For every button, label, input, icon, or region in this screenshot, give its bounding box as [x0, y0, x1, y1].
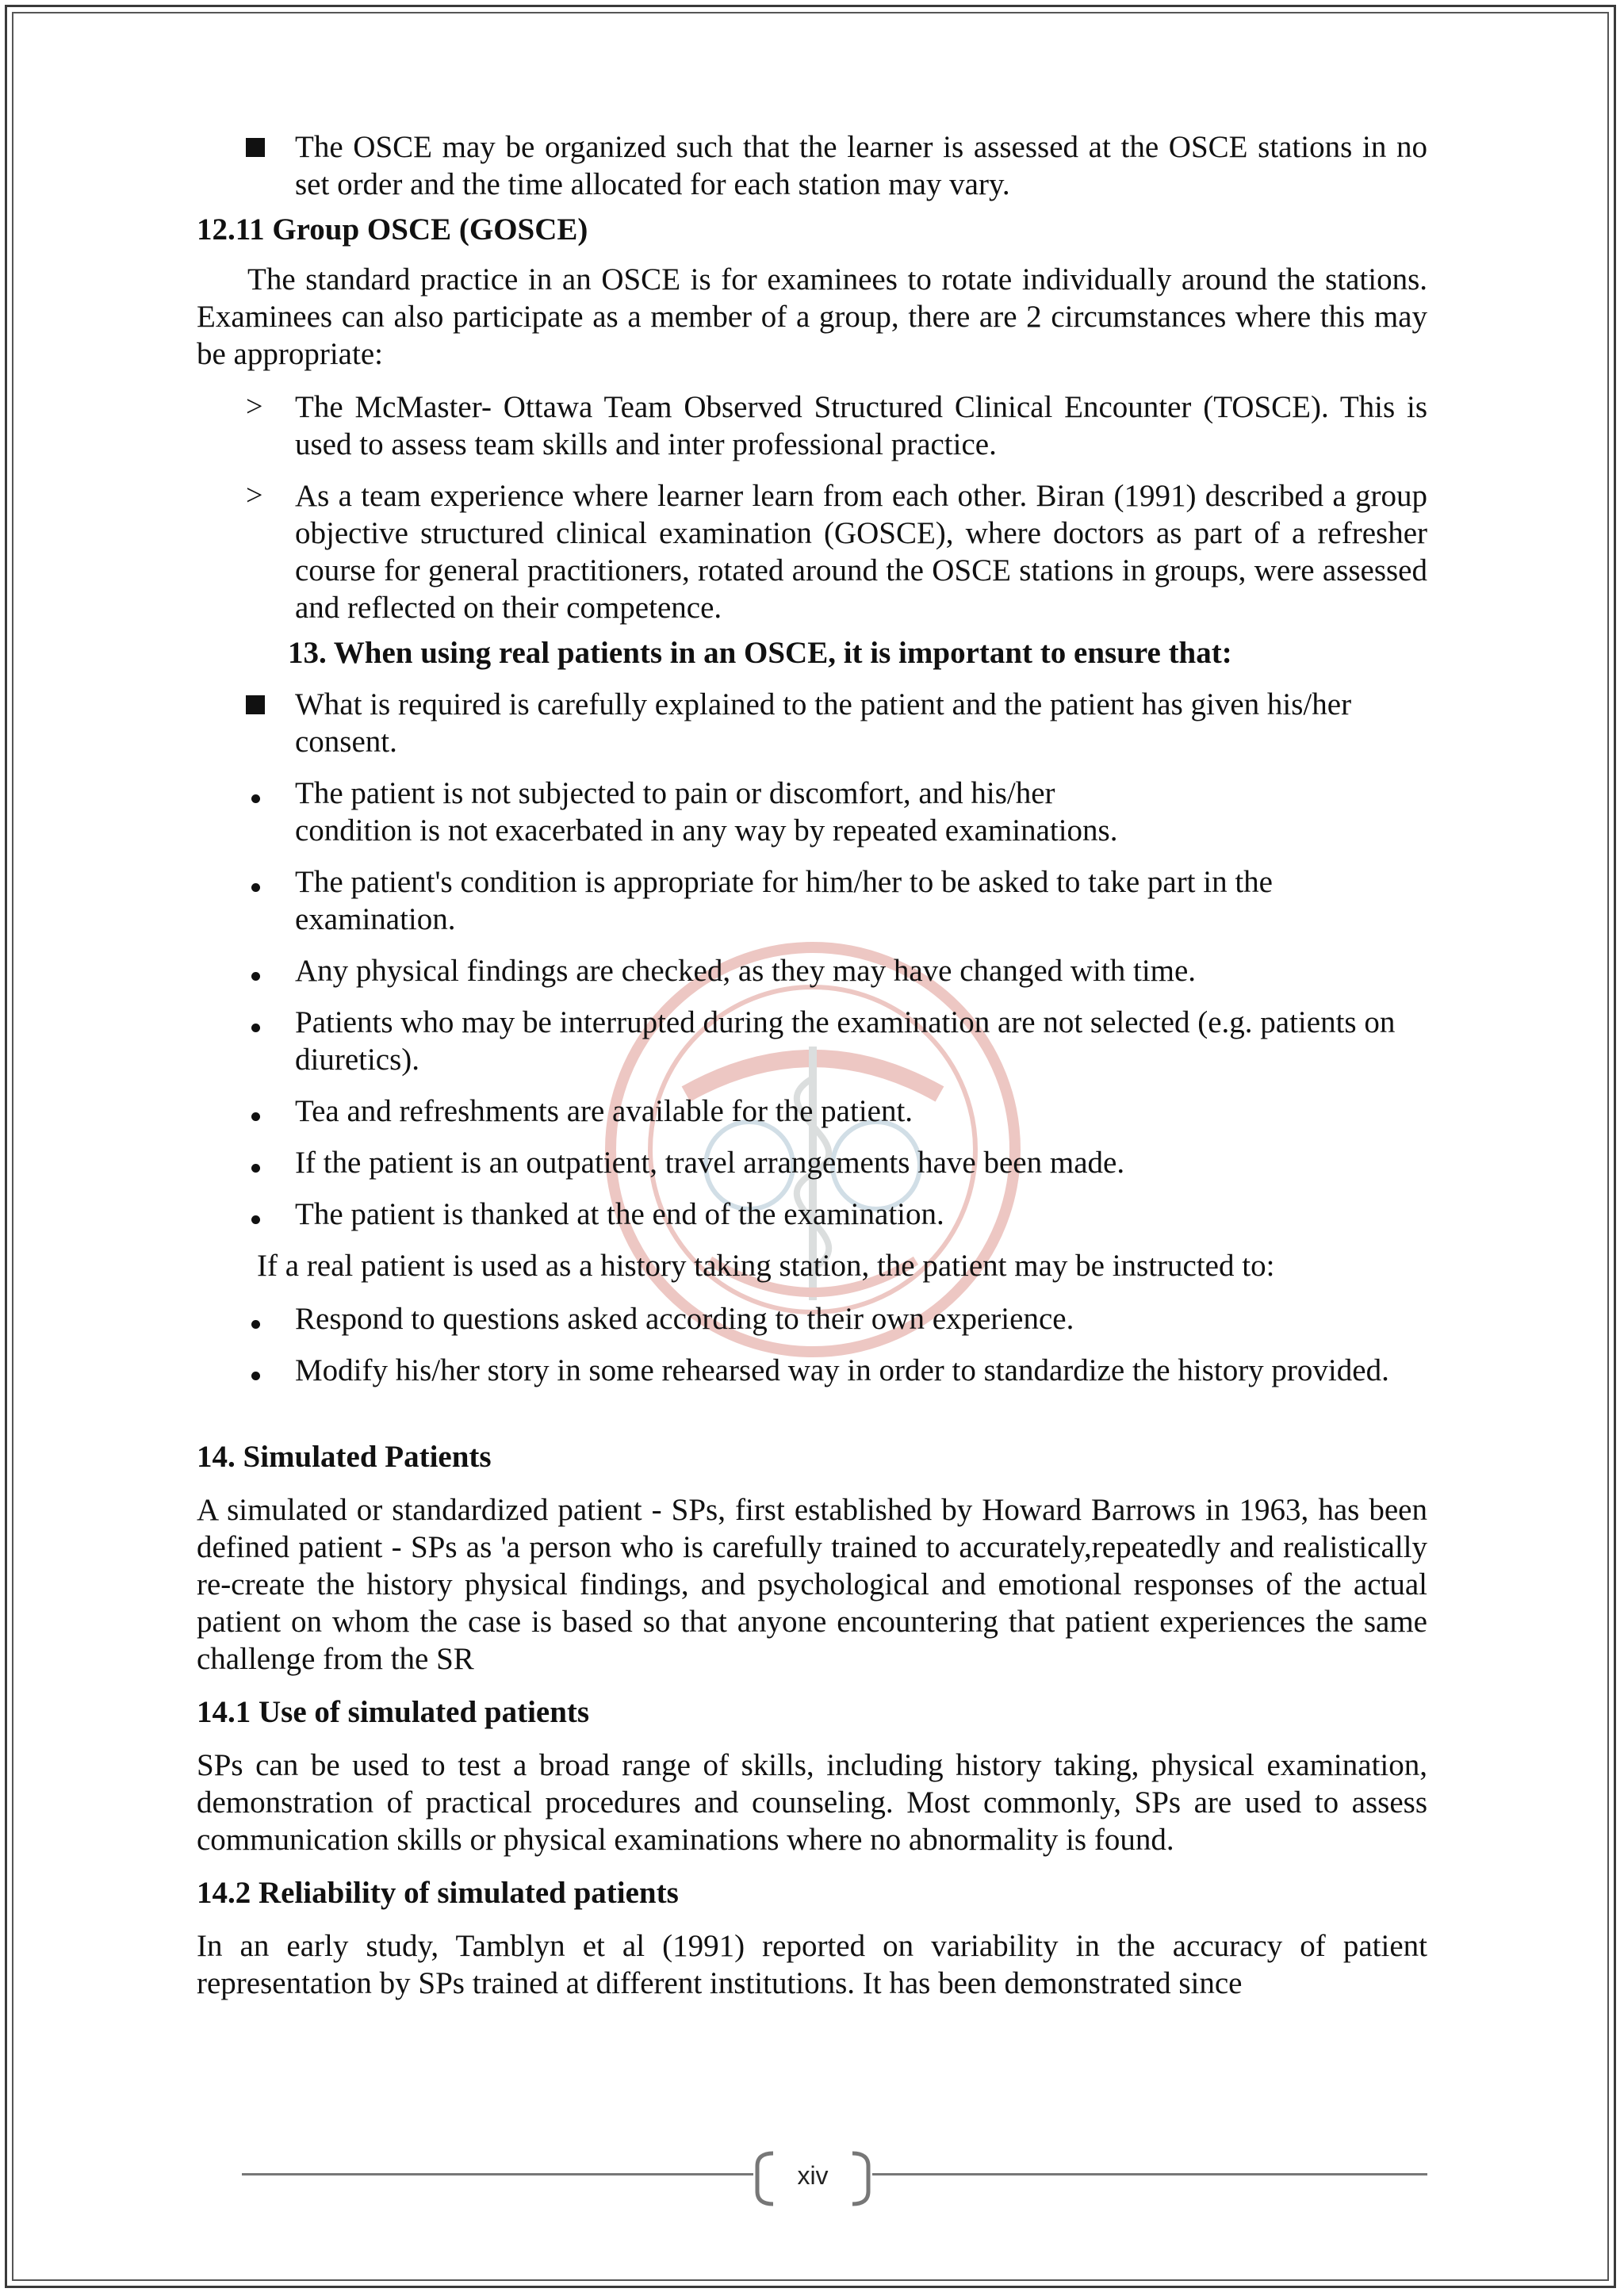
page-number: xiv	[797, 2161, 829, 2190]
dot-bullet-icon	[246, 775, 278, 812]
page-footer	[242, 2150, 1427, 2214]
intro-list	[197, 128, 1427, 203]
list-item	[197, 1352, 1427, 1389]
real-patient-item-text: Any physical findings are checked, as they may have changed with time.	[295, 954, 1197, 988]
history-list	[197, 1300, 1427, 1389]
list-item	[197, 1144, 1427, 1181]
section-14-heading: 14. Simulated Patients	[197, 1440, 492, 1474]
square-bullet-icon	[246, 686, 278, 723]
list-item	[197, 1196, 1427, 1233]
real-patient-item-text: If the patient is an outpatient, travel arrangements have been made.	[295, 1146, 1125, 1180]
section-14-1-heading: 14.1 Use of simulated patients	[197, 1695, 590, 1729]
list-item	[197, 128, 1427, 203]
section-14-paragraph: A simulated or standardized patient - SPs, first established by Howard Barrows in 1963, has been defined patient - SPs as 'a person who is carefully trained to accurately,repeatedly and realistically re-create the history physical findings, and psychological and emotional responses of the actual patient on whom the case is based so that anyone encountering that patient experiences the same challenge from the SR	[197, 1493, 1427, 1676]
list-item	[197, 775, 1427, 849]
section-14-2-paragraph: In an early study, Tamblyn et al (1991) reported on variability in the accuracy of patient representation by SPs trained at different institutions. It has been demonstrated since	[197, 1929, 1427, 2000]
gosce-item-text: The McMaster- Ottawa Team Observed Structured Clinical Encounter (TOSCE). This is used to assess team skills and inter professional practice.	[295, 390, 1427, 461]
history-item-text: Respond to questions asked according to their own experience.	[295, 1302, 1074, 1336]
consent-item-text: What is required is carefully explained to the patient and the patient has given his/her consent.	[295, 687, 1352, 759]
square-bullet-icon	[246, 128, 278, 166]
pain-item-line-2: condition is not exacerbated in any way by repeated examinations.	[295, 813, 1118, 848]
section-12-11-heading: 12.11 Group OSCE (GOSCE)	[197, 212, 588, 247]
pain-item-line-1: The patient is not subjected to pain or discomfort, and his/her	[295, 776, 1055, 810]
section-13-heading: 13. When using real patients in an OSCE, it is important to ensure that:	[288, 636, 1232, 670]
list-item	[197, 1300, 1427, 1337]
real-patient-item-text: The patient's condition is appropriate for him/her to be asked to take part in the examination.	[295, 865, 1273, 936]
page-content	[197, 128, 1427, 2011]
section-12-11-paragraph: The standard practice in an OSCE is for examinees to rotate individually around the stations. Examinees can also participate as a member of a group, there are 2 circumstances where this may be appropriate:	[197, 262, 1427, 371]
dot-bullet-icon	[246, 1352, 278, 1389]
list-item	[197, 388, 1427, 463]
real-patient-item-text: Tea and refreshments are available for the patient.	[295, 1094, 914, 1128]
bracket-icon	[845, 2150, 876, 2207]
list-item	[197, 477, 1427, 626]
gosce-list	[197, 388, 1427, 626]
dot-bullet-icon	[246, 1196, 278, 1233]
history-intro: If a real patient is used as a history taking station, the patient may be instructed to:	[257, 1249, 1275, 1283]
footer-rule-left	[242, 2173, 753, 2175]
section-14-1-paragraph: SPs can be used to test a broad range of skills, including history taking, physical examination, demonstration of practical procedures and counseling. Most commonly, SPs are used to assess communication skills or physical examinations where no abnormality is found.	[197, 1748, 1427, 1857]
list-item	[197, 686, 1427, 760]
list-item	[197, 863, 1427, 938]
real-patients-list	[197, 686, 1427, 1233]
real-patient-item-text: Patients who may be interrupted during the examination are not selected (e.g. patients on diuretics).	[295, 1005, 1396, 1077]
dot-bullet-icon	[246, 1144, 278, 1181]
footer-rule-right	[872, 2173, 1427, 2175]
dot-bullet-icon	[246, 863, 278, 901]
real-patient-item-text: The patient is thanked at the end of the examination.	[295, 1197, 944, 1231]
section-14-2-heading: 14.2 Reliability of simulated patients	[197, 1876, 679, 1910]
list-item	[197, 1004, 1427, 1078]
gosce-item-text: As a team experience where learner learn from each other. Biran (1991) described a group objective structured clinical examination (GOSCE), where doctors as part of a refresher course for general practitioners, rotated around the OSCE stations in groups, were assessed and reflected on their competence.	[295, 479, 1427, 625]
list-item	[197, 952, 1427, 989]
dot-bullet-icon	[246, 1300, 278, 1337]
dot-bullet-icon	[246, 952, 278, 989]
dot-bullet-icon	[246, 1093, 278, 1130]
dot-bullet-icon	[246, 1004, 278, 1041]
intro-bullet-text: The OSCE may be organized such that the learner is assessed at the OSCE stations in no set order and the time allocated for each station may vary.	[295, 130, 1427, 201]
list-item	[197, 1093, 1427, 1130]
arrow-bullet-icon: >	[246, 479, 263, 512]
history-item-text: Modify his/her story in some rehearsed way in order to standardize the history provided.	[295, 1353, 1389, 1387]
arrow-bullet-icon: >	[246, 390, 263, 423]
